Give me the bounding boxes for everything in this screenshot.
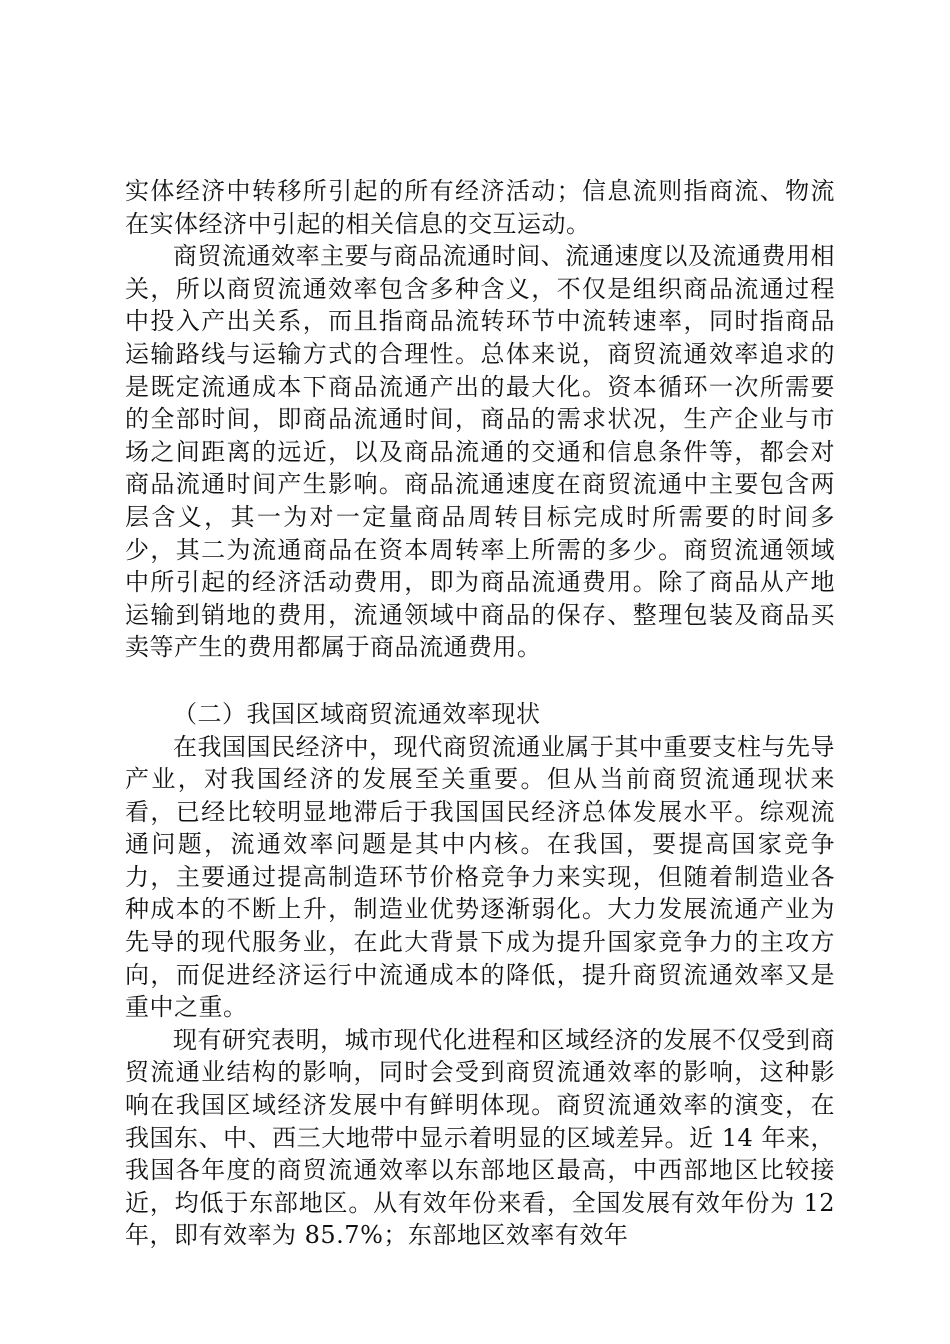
section-heading: （二）我国区域商贸流通效率现状 <box>173 699 541 728</box>
document-body <box>125 175 835 1252</box>
paragraph-efficiency-definition: 商贸流通效率主要与商品流通时间、流通速度以及流通费用相关，所以商贸流通效率包含多种含义，不仅是组织商品流通过程中投入产出关系，而且指商品流转环节中流转速率，同时指商品运输路线与运输方式的合理性。总体来说，商贸流通效率追求的是既定流通成本下商品流通产出的最大化。资本循环一次所需要的全部时间，即商品流通时间，商品的需求状况，生产企业与市场之间距离的远近，以及商品流通的交通和信息条件等，都会对商品流通时间产生影响。商品流通速度在商贸流通中主要包含两层含义，其一为对一定量商品周转目标完成时所需要的时间多少，其二为流通商品在资本周转率上所需的多少。商贸流通领域中所引起的经济活动费用，即为商品流通费用。除了商品从产地运输到销地的费用，流通领域中商品的保存、整理包装及商品买卖等产生的费用都属于商品流通费用。 <box>125 242 835 662</box>
paragraph-continuation: 实体经济中转移所引起的所有经济活动；信息流则指商流、物流在实体经济中引起的相关信息的交互运动。 <box>125 177 835 238</box>
section-spacer <box>125 664 835 698</box>
paragraph-research-findings: 现有研究表明，城市现代化进程和区域经济的发展不仅受到商贸流通业结构的影响，同时会受到商贸流通效率的影响，这种影响在我国区域经济发展中有鲜明体现。商贸流通效率的演变，在我国东、中、西三大地带中显示着明显的区域差异。近 14 年来，我国各年度的商贸流通效率以东部地区最高，中西部地区比较接近，均低于东部地区。从有效年份来看，全国发展有效年份为 12 年，即有效率为 85.7%；东部地区效率有效年 <box>125 1025 835 1250</box>
paragraph-current-status: 在我国国民经济中，现代商贸流通业属于其中重要支柱与先导产业，对我国经济的发展至关重要。但从当前商贸流通现状来看，已经比较明显地滞后于我国国民经济总体发展水平。综观流通问题，流通效率问题是其中内核。在我国，要提高国家竞争力，主要通过提高制造环节价格竞争力来实现，但随着制造业各种成本的不断上升，制造业优势逐渐弱化。大力发展流通产业为先导的现代服务业，在此大背景下成为提升国家竞争力的主攻方向，而促进经济运行中流通成本的降低，提升商贸流通效率又是重中之重。 <box>125 732 835 1022</box>
